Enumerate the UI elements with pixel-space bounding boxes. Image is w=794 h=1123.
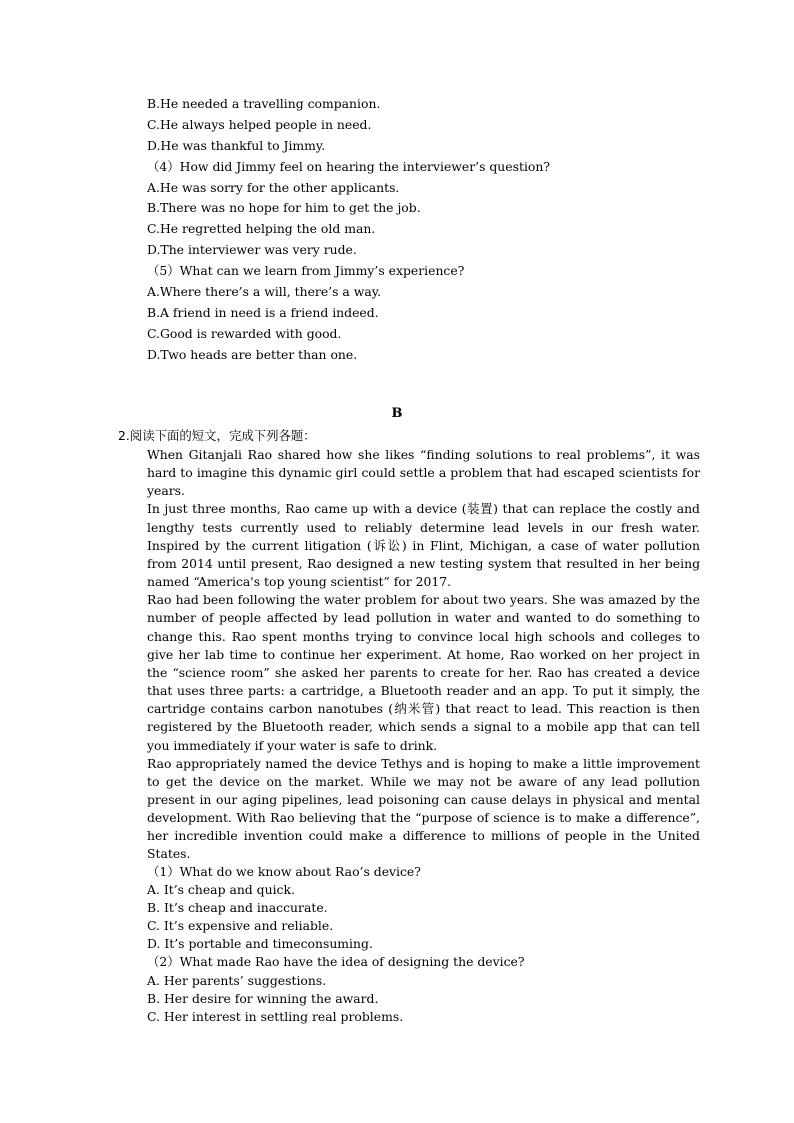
question-list [147,863,700,1026]
option-line: D.The interviewer was very rude. [147,242,357,258]
previous-question-options [147,94,707,366]
option-line: B.He needed a travelling companion. [147,96,381,111]
option-line: A. Her parents’ suggestions. [147,972,327,988]
option-line: C. It’s expensive and reliable. [147,918,334,934]
passage-paragraph: Rao appropriately named the device Tethys and is hoping to make a little improvement to get the device on the market. While we may not be aware of any lead pollution present in our aging pipelines, lead poisoning can cause delays in physical and mental development. With Rao believing that the “purpose of science is to make a difference”, her incredible invention could make a difference to millions of people in the United States. [147,755,700,862]
question-line: （1）What do we know about Rao’s device? [147,864,421,879]
option-line: A.Where there’s a will, there’s a way. [147,284,382,300]
question-line: （4）How did Jimmy feel on hearing the interviewer’s question? [147,158,551,174]
passage-paragraph: When Gitanjali Rao shared how she likes “finding solutions to real problems”, it was hard to imagine this dynamic girl could settle a problem that had escaped scientists for years. [147,447,700,499]
question-line: （2）What made Rao have the idea of designing the device? [147,954,525,970]
option-line: B. Her desire for winning the award. [147,990,379,1006]
option-line: C. Her interest in settling real problems. [147,1008,404,1024]
option-line: B.A friend in need is a friend indeed. [147,304,379,320]
passage-paragraph: In just three months, Rao came up with a device (装置) that can replace the costly and lengthy tests currently used to reliably determine lead levels in our fresh water. Inspired by the current litigation (诉讼) in Flint, Michigan, a case of water pollution from 2014 until present, Rao designed a new testing system that resulted in her being named “America's top young scientist” for 2017. [147,501,700,590]
option-line: C.He always helped people in need. [147,116,372,132]
option-line: D.Two heads are better than one. [147,346,358,362]
option-line: C.Good is rewarded with good. [147,325,342,341]
instruction-text: 2.阅读下面的短文，完成下列各题： [118,428,316,443]
option-line: C.He regretted helping the old man. [147,221,376,237]
option-line: A. It’s cheap and quick. [147,882,295,898]
option-line: D. It’s portable and timeconsuming. [147,936,373,952]
option-line: B.There was no hope for him to get the job. [147,200,421,216]
passage-paragraph: Rao had been following the water problem for about two years. She was amazed by the number of people affected by lead pollution in water and wanted to do something to change this. Rao spent months trying to convince local high schools and colleges to give her lab time to continue her experiment. At home, Rao worked on her project in the “science room” she asked her parents to create for her. Rao has created a device that uses three parts: a cartridge, a Bluetooth reader and an app. To put it simply, the cartridge contains carbon nanotubes (纳米管) that react to lead. This reaction is then registered by the Bluetooth reader, which sends a signal to a mobile app that can tell you immediately if your water is safe to drink. [147,592,700,753]
option-line: B. It’s cheap and inaccurate. [147,900,328,916]
reading-passage [147,446,700,864]
option-line: A.He was sorry for the other applicants. [147,179,400,195]
option-line: D.He was thankful to Jimmy. [147,137,326,153]
question-line: （5）What can we learn from Jimmy’s experience? [147,263,465,279]
section-title: B [391,406,403,421]
